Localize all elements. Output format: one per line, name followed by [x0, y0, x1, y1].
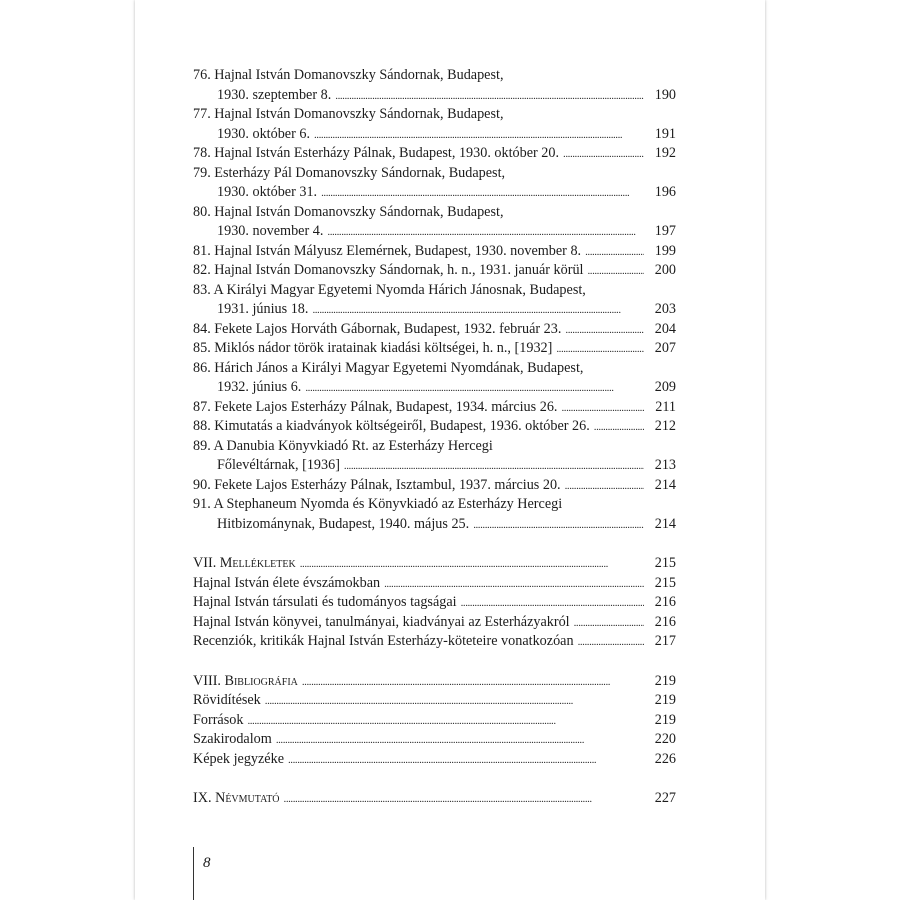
- table-of-contents: [193, 66, 676, 809]
- page-ref: 204: [654, 320, 676, 337]
- entry-title-continued: Főlevéltárnak, [1936]: [217, 457, 340, 473]
- dot-leader: [321, 183, 644, 204]
- page-ref: 190: [654, 86, 676, 103]
- page-ref: 214: [654, 515, 676, 532]
- page-ref: 211: [655, 398, 676, 415]
- toc-row[interactable]: [193, 730, 676, 750]
- dot-leader: [312, 300, 644, 321]
- toc-row[interactable]: [193, 281, 676, 301]
- toc-entry: [193, 164, 676, 203]
- footer-rule: [193, 847, 194, 900]
- toc-row[interactable]: [193, 515, 676, 535]
- entry-title-continued: 1931. június 18.: [217, 301, 309, 317]
- dot-leader: [344, 456, 644, 477]
- page-ref: 196: [654, 184, 676, 200]
- toc-entry: [193, 320, 676, 340]
- section-name: Névmutató: [215, 790, 280, 806]
- page-ref: 209: [654, 379, 676, 395]
- dot-leader: [473, 515, 644, 536]
- entry-title-continued: 1930. október 6.: [217, 125, 310, 142]
- section-heading[interactable]: [193, 672, 676, 692]
- entry-title: 84. Fekete Lajos Horváth Gábornak, Budapest, 1932. február 23.: [193, 320, 562, 337]
- toc-entry: [193, 398, 676, 418]
- page-ref: 226: [654, 750, 676, 767]
- entry-title-continued: 1932. június 6.: [217, 379, 302, 395]
- toc-entry: [193, 476, 676, 496]
- dot-leader: [302, 672, 644, 693]
- section-gap: [193, 652, 676, 672]
- page-ref: 199: [654, 242, 676, 259]
- toc-row[interactable]: [193, 203, 676, 223]
- page-ref: 220: [654, 731, 676, 747]
- section-item: Recenziók, kritikák Hajnal István Esterházy-köteteire vonatkozóan: [193, 633, 574, 649]
- toc-entry: [193, 281, 676, 320]
- section-heading[interactable]: [193, 789, 676, 809]
- entry-title: 86. Hárich János a Királyi Magyar Egyetemi Nyomdának, Budapest,: [193, 359, 584, 376]
- section-heading[interactable]: [193, 554, 676, 574]
- toc-row[interactable]: [193, 86, 676, 106]
- entry-title: 85. Miklós nádor török iratainak kiadási költségei, h. n., [1932]: [193, 340, 553, 356]
- page-ref: 203: [654, 301, 676, 317]
- toc-row[interactable]: [193, 144, 676, 164]
- section-item: Szakirodalom: [193, 731, 272, 747]
- entry-title-continued: 1930. szeptember 8.: [217, 86, 332, 103]
- dot-leader: [561, 398, 644, 419]
- toc-row[interactable]: [193, 437, 676, 457]
- entry-title: 89. A Danubia Könyvkiadó Rt. az Esterházy Hercegi: [193, 437, 493, 454]
- page-ref: 212: [654, 418, 676, 434]
- page-number: 8: [203, 855, 211, 871]
- toc-row[interactable]: [193, 164, 676, 184]
- toc-row[interactable]: [193, 476, 676, 496]
- page-ref: 217: [654, 633, 676, 649]
- toc-row[interactable]: [193, 261, 676, 281]
- toc-row[interactable]: [193, 495, 676, 515]
- toc-entry: [193, 359, 676, 398]
- entry-title-continued: 1930. november 4.: [217, 223, 324, 239]
- dot-leader: [327, 222, 644, 243]
- toc-row[interactable]: [193, 750, 676, 770]
- dot-leader: [565, 320, 644, 341]
- dot-leader: [276, 730, 644, 751]
- section-title: [193, 789, 280, 809]
- entry-title-continued: Hitbizománynak, Budapest, 1940. május 25.: [217, 515, 470, 532]
- section-item: Képek jegyzéke: [193, 750, 284, 767]
- toc-row[interactable]: [193, 183, 676, 203]
- entry-title: 88. Kimutatás a kiadványok költségeiről, Budapest, 1936. október 26.: [193, 418, 590, 434]
- section-title: [193, 554, 296, 574]
- toc-entry: [193, 339, 676, 359]
- section-item: Rövidítések: [193, 692, 261, 708]
- page-ref: 192: [654, 145, 676, 161]
- entry-title-continued: 1930. október 31.: [217, 184, 318, 200]
- entry-title: 78. Hajnal István Esterházy Pálnak, Budapest, 1930. október 20.: [193, 145, 560, 161]
- toc-row[interactable]: [193, 300, 676, 320]
- page-ref: 219: [654, 692, 676, 708]
- dot-leader: [461, 593, 644, 614]
- toc-row[interactable]: [193, 320, 676, 340]
- section-number: IX.: [193, 790, 212, 806]
- dot-leader: [300, 554, 644, 575]
- entry-title: 80. Hajnal István Domanovszky Sándornak, Budapest,: [193, 203, 504, 220]
- toc-row[interactable]: [193, 378, 676, 398]
- page-ref: 191: [654, 125, 676, 142]
- toc-row[interactable]: [193, 613, 676, 633]
- page-ref: 215: [654, 555, 676, 571]
- toc-row[interactable]: [193, 691, 676, 711]
- dot-leader: [335, 86, 644, 107]
- entry-title: 76. Hajnal István Domanovszky Sándornak, Budapest,: [193, 67, 504, 83]
- toc-row[interactable]: [193, 711, 676, 731]
- section-number: VIII.: [193, 672, 221, 689]
- section-item: Hajnal István társulati és tudományos tagságai: [193, 594, 457, 610]
- toc-entry: [193, 242, 676, 262]
- dot-leader: [384, 574, 644, 595]
- toc-row[interactable]: [193, 456, 676, 476]
- dot-leader: [314, 125, 644, 146]
- toc-row[interactable]: [193, 339, 676, 359]
- entry-title: 79. Esterházy Pál Domanovszky Sándornak, Budapest,: [193, 164, 506, 181]
- dot-leader: [574, 613, 644, 634]
- page-ref: 197: [654, 223, 676, 239]
- toc-entry: [193, 105, 676, 144]
- toc-row[interactable]: [193, 105, 676, 125]
- section-gap: [193, 534, 676, 554]
- toc-row[interactable]: [193, 574, 676, 594]
- toc-entry: [193, 144, 676, 164]
- entry-title: 90. Fekete Lajos Esterházy Pálnak, Isztambul, 1937. március 20.: [193, 476, 561, 493]
- toc-row[interactable]: [193, 66, 676, 86]
- entry-title: 91. A Stephaneum Nyomda és Könyvkiadó az Esterházy Hercegi: [193, 496, 563, 512]
- dot-leader: [556, 339, 644, 360]
- entry-title: 81. Hajnal István Mályusz Elemérnek, Budapest, 1930. november 8.: [193, 242, 582, 259]
- dot-leader: [594, 417, 644, 438]
- toc-row[interactable]: [193, 242, 676, 262]
- toc-entry: [193, 437, 676, 476]
- dot-leader: [585, 242, 644, 263]
- entry-title: 87. Fekete Lajos Esterházy Pálnak, Budapest, 1934. március 26.: [193, 398, 558, 415]
- toc-row[interactable]: [193, 632, 676, 652]
- toc-row[interactable]: [193, 359, 676, 379]
- dot-leader: [563, 144, 644, 165]
- page-ref: 219: [654, 672, 676, 689]
- section-gap: [193, 769, 676, 789]
- toc-entry: [193, 203, 676, 242]
- toc-row[interactable]: [193, 417, 676, 437]
- toc-row[interactable]: [193, 398, 676, 418]
- page-ref: 207: [654, 340, 676, 356]
- page-ref: 216: [654, 594, 676, 610]
- section-item: Hajnal István élete évszámokban: [193, 574, 381, 591]
- page-ref: 227: [654, 790, 676, 806]
- section-name: Bibliográfia: [224, 672, 298, 689]
- page-ref: 215: [654, 574, 676, 591]
- toc-entry: [193, 261, 676, 281]
- dot-leader: [247, 711, 644, 732]
- dot-leader: [305, 378, 644, 399]
- section-item: Hajnal István könyvei, tanulmányai, kiadványai az Esterházyakról: [193, 613, 570, 630]
- entry-title: 83. A Királyi Magyar Egyetemi Nyomda Hárich Jánosnak, Budapest,: [193, 281, 586, 298]
- section-title: [193, 672, 298, 692]
- dot-leader: [284, 789, 644, 810]
- section-name: Mellékletek: [219, 555, 296, 571]
- page-ref: 213: [654, 457, 676, 473]
- section-number: VII.: [193, 555, 217, 571]
- toc-entry: [193, 495, 676, 534]
- page-ref: 214: [654, 476, 676, 493]
- page-ref: 216: [654, 613, 676, 630]
- dot-leader: [288, 750, 644, 771]
- entry-title: 77. Hajnal István Domanovszky Sándornak, Budapest,: [193, 106, 504, 122]
- page-ref: 200: [654, 262, 676, 278]
- page-ref: 219: [654, 711, 676, 728]
- section-item: Források: [193, 711, 244, 728]
- toc-entry: [193, 66, 676, 105]
- dot-leader: [565, 476, 644, 497]
- dot-leader: [265, 691, 644, 712]
- toc-row[interactable]: [193, 222, 676, 242]
- toc-row[interactable]: [193, 125, 676, 145]
- toc-entry: [193, 417, 676, 437]
- entry-title: 82. Hajnal István Domanovszky Sándornak, h. n., 1931. január körül: [193, 262, 584, 278]
- dot-leader: [587, 261, 644, 282]
- toc-row[interactable]: [193, 593, 676, 613]
- dot-leader: [578, 632, 644, 653]
